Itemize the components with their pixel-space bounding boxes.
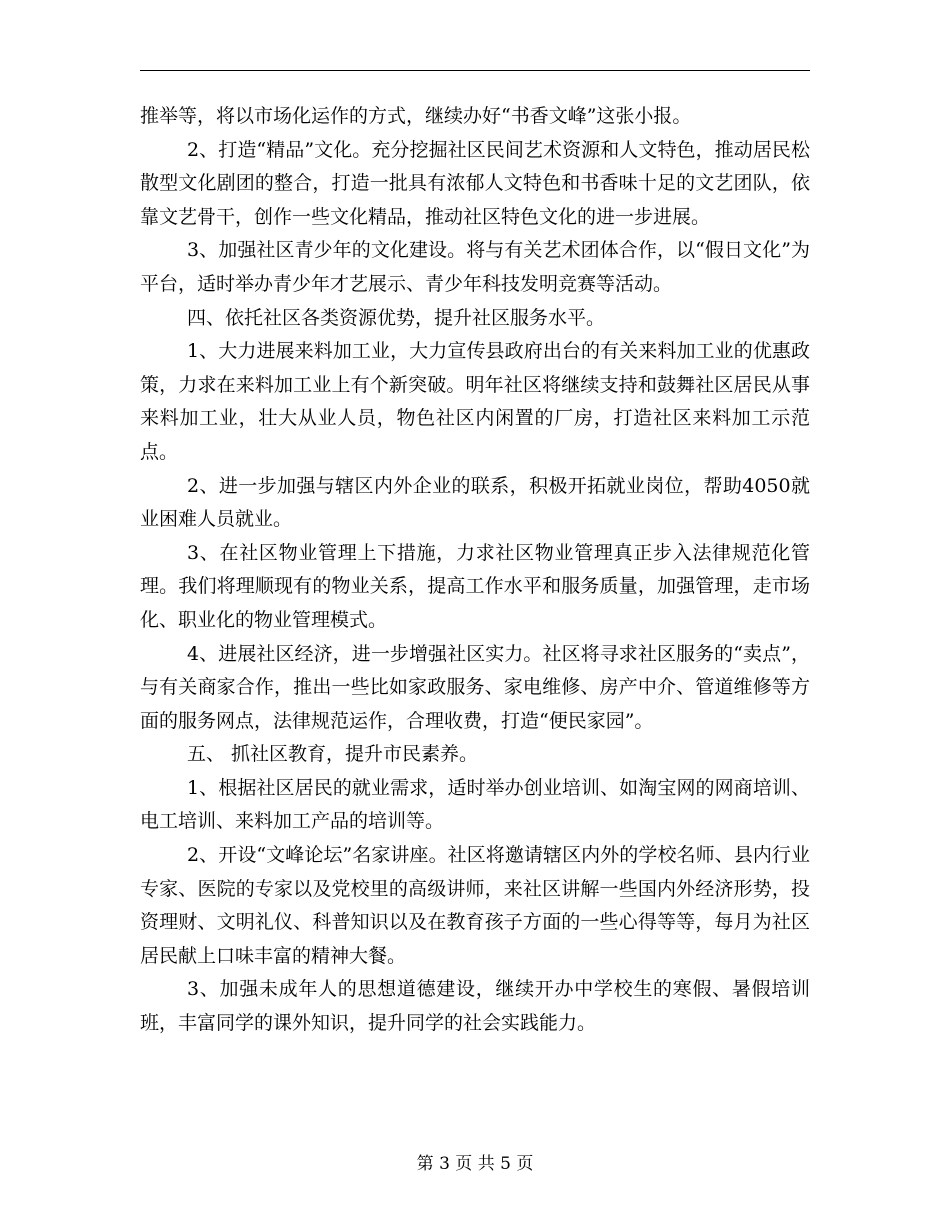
section-heading-4: 四、依托社区各类资源优势，提升社区服务水平。	[187, 306, 606, 329]
paragraph-12: 3、加强未成年人的思想道德建设，继续开办中学校生的寒假、暑假培训班，丰富同学的课外知识，提升同学的社会实践能力。	[140, 978, 810, 1035]
paragraph-5: 1、大力进展来料加工业，大力宣传县政府出台的有关来料加工业的优惠政策，力求在来料加工业上有个新突破。明年社区将继续支持和鼓舞社区居民从事来料加工业，壮大从业人员，物色社区内闲置的厂房，打造社区来料加工示范点。	[140, 340, 810, 463]
paragraph-10: 1、根据社区居民的就业需求，适时举办创业培训、如淘宝网的网商培训、电工培训、来料加工产品的培训等。	[140, 776, 810, 833]
paragraph-8: 4、进展社区经济，进一步增强社区实力。社区将寻求社区服务的“卖点”，与有关商家合作，推出一些比如家政服务、家电维修、房产中介、管道维修等方面的服务网点，法律规范运作，合理收费，打造“便民家园”。	[140, 642, 810, 732]
paragraph-6: 2、进一步加强与辖区内外企业的联系，积极开拓就业岗位，帮助4050就业困难人员就业。	[140, 474, 810, 531]
paragraph-3: 3、加强社区青少年的文化建设。将与有关艺术团体合作，以“假日文化”为平台，适时举办青少年才艺展示、青少年科技发明竞赛等活动。	[140, 239, 810, 295]
paragraph-11: 2、开设“文峰论坛”名家讲座。社区将邀请辖区内外的学校名师、县内行业专家、医院的专家以及党校里的高级讲师，来社区讲解一些国内外经济形势，投资理财、文明礼仪、科普知识以及在教育孩子方面的一些心得等等，每月为社区居民献上口味丰富的精神大餐。	[140, 844, 810, 967]
paragraph-2: 2、打造“精品”文化。充分挖掘社区民间艺术资源和人文特色，推动居民松散型文化剧团的整合，打造一批具有浓郁人文特色和书香味十足的文艺团队，依靠文艺骨干，创作一些文化精品，推动社区特色文化的进一步进展。	[140, 138, 810, 228]
page-number-footer: 第 3 页 共 5 页	[416, 1154, 534, 1174]
section-heading-5: 五、 抓社区教育，提升市民素养。	[187, 743, 479, 766]
paragraph-1: 推举等，将以市场化运作的方式，继续办好“书香文峰”这张小报。	[140, 105, 692, 127]
document-body	[140, 100, 810, 1041]
paragraph-7: 3、在社区物业管理上下措施，力求社区物业管理真正步入法律规范化管理。我们将理顺现有的物业关系，提高工作水平和服务质量，加强管理，走市场化、职业化的物业管理模式。	[140, 541, 810, 631]
header-rule	[140, 70, 810, 71]
